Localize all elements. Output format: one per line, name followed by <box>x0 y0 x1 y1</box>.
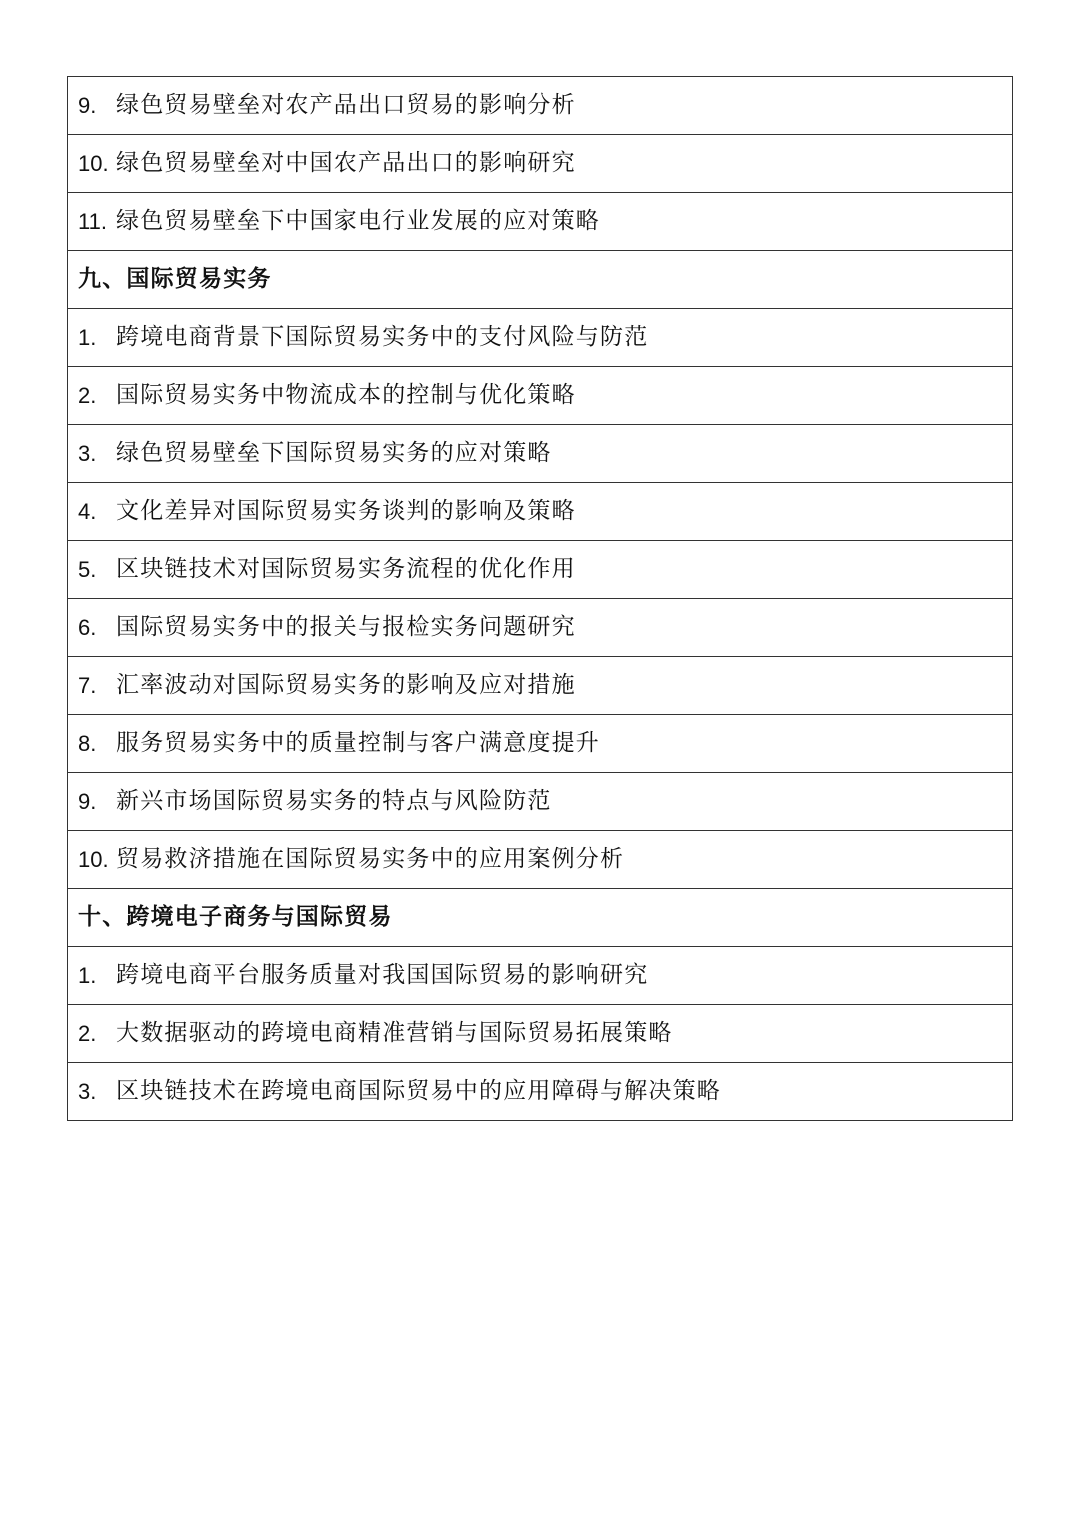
table-row <box>68 1063 1013 1121</box>
item-text: 新兴市场国际贸易实务的特点与风险防范 <box>116 788 552 814</box>
item-number: 4. <box>78 499 97 524</box>
item-text: 文化差异对国际贸易实务谈判的影响及策略 <box>116 498 576 524</box>
section-heading-row <box>68 251 1013 309</box>
item-text: 跨境电商平台服务质量对我国国际贸易的影响研究 <box>116 962 649 988</box>
table-row <box>68 367 1013 425</box>
item-text: 绿色贸易壁垒对农产品出口贸易的影响分析 <box>116 92 576 118</box>
section-heading-row <box>68 889 1013 947</box>
item-text: 汇率波动对国际贸易实务的影响及应对措施 <box>116 672 576 698</box>
item-text: 国际贸易实务中物流成本的控制与优化策略 <box>116 382 576 408</box>
item-text: 绿色贸易壁垒下中国家电行业发展的应对策略 <box>116 208 600 234</box>
table-row <box>68 1005 1013 1063</box>
item-number: 3. <box>78 1079 97 1104</box>
item-number: 2. <box>78 1021 97 1046</box>
table-row <box>68 541 1013 599</box>
topic-table <box>67 76 1013 1121</box>
item-number: 6. <box>78 615 97 640</box>
item-text: 大数据驱动的跨境电商精准营销与国际贸易拓展策略 <box>116 1020 673 1046</box>
table-row <box>68 309 1013 367</box>
table-row <box>68 657 1013 715</box>
item-text: 绿色贸易壁垒对中国农产品出口的影响研究 <box>116 150 576 176</box>
table-row <box>68 193 1013 251</box>
item-number: 7. <box>78 673 97 698</box>
item-number: 3. <box>78 441 97 466</box>
item-number: 11. <box>78 209 107 234</box>
table-row <box>68 715 1013 773</box>
table-row <box>68 831 1013 889</box>
item-text: 区块链技术在跨境电商国际贸易中的应用障碍与解决策略 <box>116 1078 721 1104</box>
item-number: 9. <box>78 789 97 814</box>
item-text: 国际贸易实务中的报关与报检实务问题研究 <box>116 614 576 640</box>
table-row <box>68 947 1013 1005</box>
table-row <box>68 599 1013 657</box>
item-number: 10. <box>78 847 109 872</box>
item-text: 绿色贸易壁垒下国际贸易实务的应对策略 <box>116 440 552 466</box>
item-number: 1. <box>78 325 97 350</box>
item-text: 区块链技术对国际贸易实务流程的优化作用 <box>116 556 576 582</box>
item-number: 5. <box>78 557 97 582</box>
item-number: 9. <box>78 93 97 118</box>
table-row <box>68 77 1013 135</box>
item-number: 2. <box>78 383 97 408</box>
item-text: 跨境电商背景下国际贸易实务中的支付风险与防范 <box>116 324 649 350</box>
item-number: 8. <box>78 731 97 756</box>
table-row <box>68 135 1013 193</box>
section-heading: 十、跨境电子商务与国际贸易 <box>78 904 393 930</box>
item-number: 10. <box>78 151 109 176</box>
item-text: 服务贸易实务中的质量控制与客户满意度提升 <box>116 730 600 756</box>
table-row <box>68 773 1013 831</box>
section-heading: 九、国际贸易实务 <box>78 266 272 292</box>
table-row <box>68 483 1013 541</box>
item-number: 1. <box>78 963 97 988</box>
table-row <box>68 425 1013 483</box>
item-text: 贸易救济措施在国际贸易实务中的应用案例分析 <box>116 846 625 872</box>
